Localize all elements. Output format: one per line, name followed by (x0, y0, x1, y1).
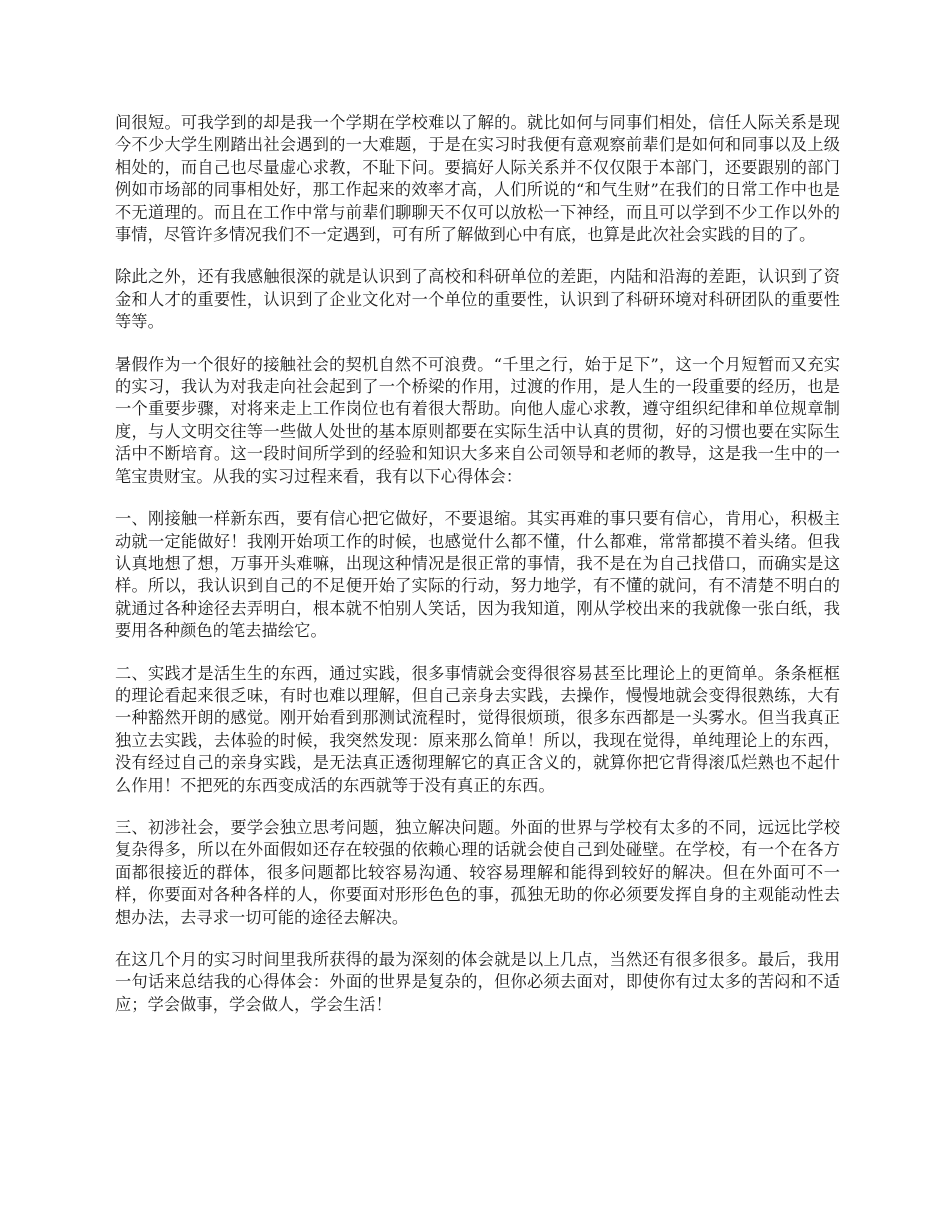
paragraph-5: 二、实践才是活生生的东西，通过实践，很多事情就会变得很容易甚至比理论上的更简单。条条框框的理论看起来很乏味，有时也难以理解，但自己亲身去实践，去操作，慢慢地就会变得很熟练，大有一种豁然开朗的感觉。刚开始看到那测试流程时，觉得很烦琐，很多东西都是一头雾水。但当我真正独立去实践，去体验的时候，我突然发现：原来那么简单！所以，我现在觉得，单纯理论上的东西，没有经过自己的亲身实践，是无法真正透彻理解它的真正含义的，就算你把它背得滚瓜烂熟也不起什么作用！不把死的东西变成活的东西就等于没有真正的东西。 (115, 663, 840, 795)
paragraph-7: 在这几个月的实习时间里我所获得的最为深刻的体会就是以上几点，当然还有很多很多。最后，我用一句话来总结我的心得体会：外面的世界是复杂的，但你必须去面对，即使你有过太多的苦闷和不适应；学会做事，学会做人，学会生活！ (115, 950, 840, 1014)
paragraph-3: 暑假作为一个很好的接触社会的契机自然不可浪费。“千里之行，始于足下”，这一个月短暂而又充实的实习，我认为对我走向社会起到了一个桥梁的作用，过渡的作用，是人生的一段重要的经历，也是一个重要步骤，对将来走上工作岗位也有着很大帮助。向他人虚心求教，遵守组织纪律和单位规章制度，与人文明交往等一些做人处世的基本原则都要在实际生活中认真的贯彻，好的习惯也要在实际生活中不断培育。这一段时间所学到的经验和知识大多来自公司领导和老师的教导，这是我一生中的一笔宝贵财宝。从我的实习过程来看，我有以下心得体会： (115, 354, 840, 486)
paragraph-6: 三、初涉社会，要学会独立思考问题，独立解决问题。外面的世界与学校有太多的不同，远远比学校复杂得多，所以在外面假如还存在较强的依赖心理的话就会使自己到处碰壁。在学校，有一个在各方面都很接近的群体，很多问题都比较容易沟通、较容易理解和能得到较好的解决。但在外面可不一样，你要面对各种各样的人，你要面对形形色色的事，孤独无助的你必须要发挥自身的主观能动性去想办法，去寻求一切可能的途径去解决。 (115, 817, 840, 927)
paragraph-2: 除此之外，还有我感触很深的就是认识到了高校和科研单位的差距，内陆和沿海的差距，认识到了资金和人才的重要性，认识到了企业文化对一个单位的重要性，认识到了科研环境对科研团队的重要性等等。 (115, 267, 840, 332)
document-body (115, 112, 840, 1036)
paragraph-4: 一、刚接触一样新东西，要有信心把它做好，不要退缩。其实再难的事只要有信心，肯用心，积极主动就一定能做好！我刚开始项工作的时候，也感觉什么都不懂，什么都难，常常都摸不着头绪。但我认真地想了想，万事开头难嘛，出现这种情况是很正常的事情，我不是在为自己找借口，而确实是这样。所以，我认识到自己的不足便开始了实际的行动，努力地学，有不懂的就问，有不清楚不明白的就通过各种途径去弄明白，根本就不怕别人笑话，因为我知道，刚从学校出来的我就像一张白纸，我要用各种颜色的笔去描绘它。 (115, 509, 840, 641)
paragraph-1: 间很短。可我学到的却是我一个学期在学校难以了解的。就比如何与同事们相处，信任人际关系是现今不少大学生刚踏出社会遇到的一大难题，于是在实习时我便有意观察前辈们是如何和同事以及上级相处的，而自己也尽量虚心求教，不耻下问。要搞好人际关系并不仅仅限于本部门，还要跟别的部门例如市场部的同事相处好，那工作起来的效率才高，人们所说的“和气生财”在我们的日常工作中也是不无道理的。而且在工作中常与前辈们聊聊天不仅可以放松一下神经，而且可以学到不少工作以外的事情，尽管许多情况我们不一定遇到，可有所了解做到心中有底，也算是此次社会实践的目的了。 (115, 113, 840, 245)
